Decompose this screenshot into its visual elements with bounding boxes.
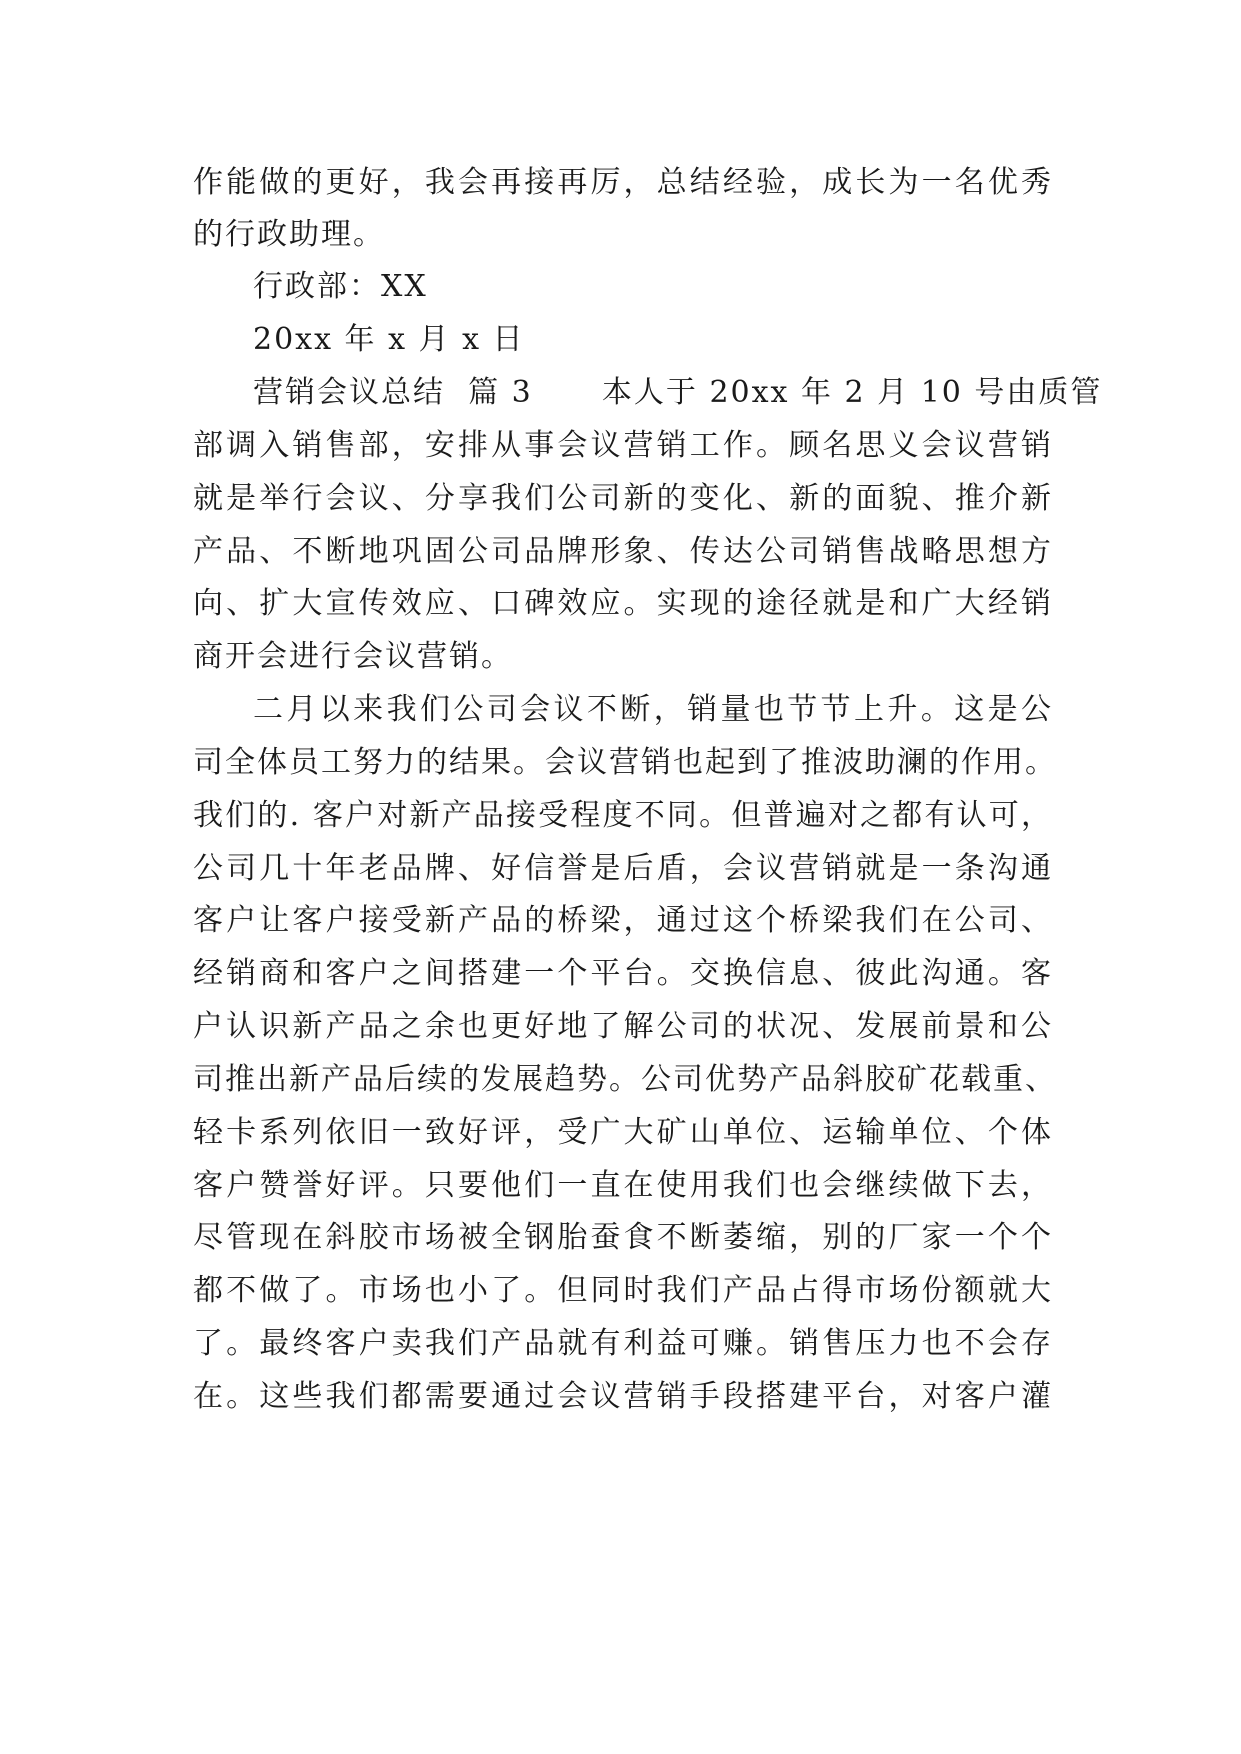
text-line: 的行政助理。 <box>193 217 385 252</box>
paragraph-start-line: 二月以来我们公司会议不断，销量也节节上升。这是公 <box>253 692 1053 727</box>
text-line: 客户赞誉好评。只要他们一直在使用我们也会继续做下去， <box>193 1168 1053 1203</box>
text-line: 产品、不断地巩固公司品牌形象、传达公司销售战略思想方 <box>193 534 1053 569</box>
text-line: 了。最终客户卖我们产品就有利益可赚。销售压力也不会存 <box>193 1326 1053 1361</box>
text-line: 司推出新产品后续的发展趋势。公司优势产品斜胶矿花载重、 <box>193 1062 1057 1097</box>
section-heading-line: 营销会议总结 篇 3 本人于 20xx 年 2 月 10 号由质管 <box>253 375 1103 410</box>
text-line: 公司几十年老品牌、好信誉是后盾，会议营销就是一条沟通 <box>193 851 1053 886</box>
text-line: 商开会进行会议营销。 <box>193 639 513 674</box>
text-line: 在。这些我们都需要通过会议营销手段搭建平台，对客户灌 <box>193 1379 1053 1414</box>
text-line: 尽管现在斜胶市场被全钢胎蚕食不断萎缩，别的厂家一个个 <box>193 1220 1053 1255</box>
text-line: 我们的. 客户对新产品接受程度不同。但普遍对之都有认可， <box>193 798 1053 833</box>
text-line: 司全体员工努力的结果。会议营销也起到了推波助澜的作用。 <box>193 745 1057 780</box>
text-line: 户认识新产品之余也更好地了解公司的状况、发展前景和公 <box>193 1009 1053 1044</box>
signature-date: 20xx 年 x 月 x 日 <box>253 322 525 357</box>
text-line: 向、扩大宣传效应、口碑效应。实现的途径就是和广大经销 <box>193 586 1053 621</box>
text-line: 作能做的更好，我会再接再厉，总结经验，成长为一名优秀 <box>193 165 1053 200</box>
text-line: 经销商和客户之间搭建一个平台。交换信息、彼此沟通。客 <box>193 956 1053 991</box>
text-line: 客户让客户接受新产品的桥梁，通过这个桥梁我们在公司、 <box>193 903 1053 938</box>
text-line: 都不做了。市场也小了。但同时我们产品占得市场份额就大 <box>193 1273 1053 1308</box>
signature-department: 行政部：XX <box>253 269 428 304</box>
text-line: 轻卡系列依旧一致好评，受广大矿山单位、运输单位、个体 <box>193 1115 1053 1150</box>
text-line: 部调入销售部，安排从事会议营销工作。顾名思义会议营销 <box>193 428 1053 463</box>
text-line: 就是举行会议、分享我们公司新的变化、新的面貌、推介新 <box>193 481 1053 516</box>
